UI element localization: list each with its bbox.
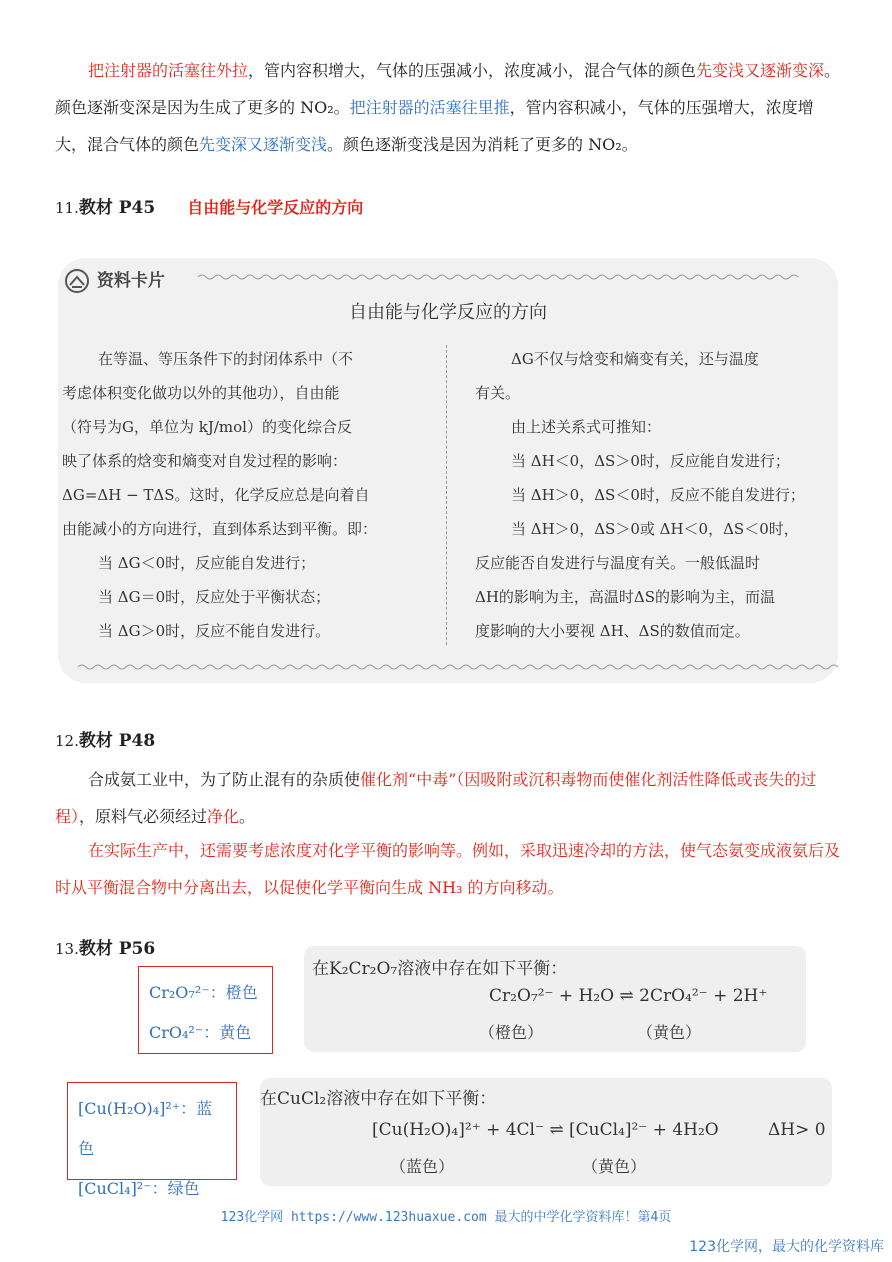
card-line: 当 ΔG＞0时，反应不能自发进行。 [98, 622, 331, 640]
card-line: ΔH的影响为主，高温时ΔS的影响为主，而温 [475, 588, 776, 606]
text: 。颜色逐渐变深是因为生成了更多的 NO₂。 [55, 61, 841, 117]
section-number: 12. [55, 732, 79, 750]
card-title: 自由能与化学反应的方向 [349, 302, 547, 323]
card-line: 映了体系的焓变和熵变对自发过程的影响： [62, 452, 348, 470]
equation: Cr₂O₇²⁻ + H₂O ⇌ 2CrO₄²⁻ + 2H⁺ [489, 986, 768, 1006]
text: 。颜色逐渐变浅是因为消耗了更多的 NO₂。 [327, 135, 638, 154]
highlight-purify: 净化 [207, 807, 240, 826]
watermark: 123化学网，最大的化学资料库 [689, 1239, 884, 1255]
equilibrium-figure-1 [304, 946, 806, 1052]
card-line: 由上述关系式可推知： [511, 418, 662, 436]
eq-color-label: （蓝色） [390, 1157, 455, 1176]
section-11-heading [55, 193, 363, 218]
section-12-heading [55, 726, 155, 751]
wave-divider-bottom [58, 662, 838, 672]
equation: [Cu(H₂O)₄]²⁺ + 4Cl⁻ ⇌ [CuCl₄]²⁻ + 4H₂O [372, 1120, 719, 1140]
highlight-pull: 把注射器的活塞往外拉 [88, 61, 249, 80]
card-line: 有关。 [475, 384, 521, 402]
section-13-heading [55, 934, 155, 959]
card-line: 考虑体积变化做功以外的其他功），自由能 [62, 384, 340, 402]
card-line: 反应能否自发进行与温度有关。一般低温时 [475, 554, 761, 572]
card-line: 由能减小的方向进行，直到体系达到平衡。即： [62, 520, 378, 538]
card-line: 当 ΔG＜0时，反应能自发进行； [98, 554, 316, 572]
card-line: 当 ΔH＞0，ΔS＜0时，反应不能自发进行； [511, 486, 805, 504]
color-note-box-1 [138, 966, 273, 1054]
section-label: 教材 P45 [78, 198, 156, 218]
text: 合成氨工业中，为了防止混有的杂质使 [88, 770, 361, 789]
card-header [63, 266, 165, 293]
syringe-paragraph [55, 52, 845, 163]
card-line: 当 ΔH＞0，ΔS＞0或 ΔH＜0，ΔS＜0时， [511, 520, 799, 538]
eq-color-label: （黄色） [637, 1023, 702, 1042]
card-line: 度影响的大小要视 ΔH、ΔS的数值而定。 [475, 622, 750, 640]
note-line: [CuCl₄]²⁻：绿色 [78, 1179, 200, 1198]
text: 。 [239, 807, 256, 826]
enthalpy-label: ΔH> 0 [768, 1120, 826, 1140]
highlight-catalyst: 催化剂“中毒”（因吸附或沉积毒物而使催化剂活性降低或丧失的过程） [55, 770, 817, 826]
card-line: ΔG不仅与焓变和熵变有关，还与温度 [511, 350, 759, 368]
card-line: ΔG=ΔH − TΔS。这时，化学反应总是向着自 [62, 486, 370, 504]
color-note-box-2 [67, 1082, 237, 1198]
eq-title: 在CuCl₂溶液中存在如下平衡： [260, 1089, 497, 1109]
page-footer[interactable]: 123化学网 https://www.123huaxue.com 最大的中学化学资料库！第4页 [220, 1210, 672, 1225]
book-icon [63, 269, 91, 293]
section-label: 教材 P48 [78, 731, 156, 751]
ammonia-paragraph-2 [55, 832, 845, 906]
eq-color-label: （黄色） [582, 1157, 647, 1176]
card-header-label: 资料卡片 [96, 271, 165, 291]
text: ，原料气必须经过 [79, 807, 208, 826]
highlight: 先变深又逐渐变浅 [199, 135, 328, 154]
card-line: 当 ΔH＜0，ΔS＞0时，反应能自发进行； [511, 452, 790, 470]
card-line: （符号为G，单位为 kJ/mol）的变化综合反 [62, 418, 352, 436]
highlight: 在实际生产中，还需要考虑浓度对化学平衡的影响等。例如， [88, 841, 521, 860]
section-number: 13. [55, 940, 79, 958]
eq-color-label: （橙色） [479, 1023, 544, 1042]
card-line: 当 ΔG＝0时，反应处于平衡状态； [98, 588, 331, 606]
card-right-column [475, 342, 835, 648]
highlight: 采取迅速冷却的方法，使气态氨变成液氨后及时从平衡混合物中分离出去，以促使化学平衡向生成 NH₃ 的方向移动。 [55, 841, 841, 897]
section-number: 11. [55, 199, 79, 217]
text: ，管内容积增大，气体的压强减小，浓度减小，混合气体的颜色 [248, 61, 697, 80]
section-title: 自由能与化学反应的方向 [187, 198, 364, 217]
highlight: 先变浅又逐渐变深 [696, 61, 825, 80]
note-line: CrO₄²⁻：黄色 [149, 1023, 252, 1042]
note-line: Cr₂O₇²⁻：橙色 [149, 983, 258, 1002]
card-left-column [62, 342, 422, 648]
section-label: 教材 P56 [78, 939, 156, 959]
ammonia-paragraph-1 [55, 761, 845, 835]
highlight-push: 把注射器的活塞往里推 [349, 98, 510, 117]
card-line: 在等温、等压条件下的封闭体系中（不 [98, 350, 354, 368]
eq-title: 在K₂Cr₂O₇溶液中存在如下平衡： [312, 959, 568, 979]
equilibrium-figure-2 [260, 1078, 832, 1186]
text: ，管内容积减小，气体的压强增大，浓度增大，混合气体的颜色 [55, 98, 814, 154]
wave-divider-top [58, 272, 838, 282]
column-divider [446, 345, 447, 645]
note-line: [Cu(H₂O)₄]²⁺：蓝色 [78, 1099, 213, 1158]
